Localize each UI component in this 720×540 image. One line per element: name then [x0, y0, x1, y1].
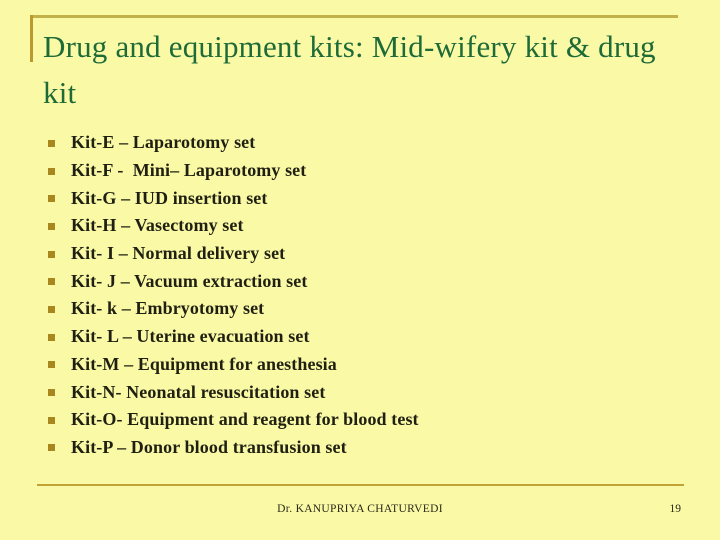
list-item [48, 406, 688, 434]
list-item-text: Kit-E – Laparotomy set [71, 132, 256, 153]
bullet-square-icon [48, 251, 55, 258]
list-item [48, 157, 688, 185]
list-item [48, 434, 688, 462]
bullet-square-icon [48, 334, 55, 341]
list-item [48, 184, 688, 212]
footer-author: Dr. KANUPRIYA CHATURVEDI [277, 503, 443, 515]
title-left-rule [30, 15, 33, 62]
bullet-list [48, 129, 688, 461]
bullet-square-icon [48, 361, 55, 368]
list-item [48, 129, 688, 157]
list-item [48, 212, 688, 240]
list-item-text: Kit- L – Uterine evacuation set [71, 326, 310, 347]
footer-page-number: 19 [669, 503, 681, 515]
bullet-square-icon [48, 389, 55, 396]
bullet-square-icon [48, 417, 55, 424]
list-item [48, 323, 688, 351]
list-item [48, 240, 688, 268]
bullet-square-icon [48, 444, 55, 451]
list-item-text: Kit-M – Equipment for anesthesia [71, 353, 337, 374]
bullet-square-icon [48, 140, 55, 147]
list-item [48, 295, 688, 323]
list-item [48, 378, 688, 406]
list-item-text: Kit-G – IUD insertion set [71, 187, 268, 208]
bullet-square-icon [48, 278, 55, 285]
list-item [48, 267, 688, 295]
list-item-text: Kit-F - Mini– Laparotomy set [71, 160, 307, 181]
list-item-text: Kit-O- Equipment and reagent for blood test [71, 409, 419, 430]
list-item-text: Kit-N- Neonatal resuscitation set [71, 381, 326, 402]
list-item-text: Kit- k – Embryotomy set [71, 298, 265, 319]
footer-rule [37, 484, 684, 486]
bullet-square-icon [48, 195, 55, 202]
bullet-square-icon [48, 223, 55, 230]
slide-title: Drug and equipment kits: Mid-wifery kit & drug kit [43, 29, 656, 110]
list-item-text: Kit-P – Donor blood transfusion set [71, 436, 347, 457]
list-item [48, 351, 688, 379]
title-top-rule [31, 15, 678, 18]
bullet-square-icon [48, 168, 55, 175]
list-item-text: Kit-H – Vasectomy set [71, 215, 244, 236]
list-item-text: Kit- I – Normal delivery set [71, 243, 286, 264]
list-item-text: Kit- J – Vacuum extraction set [71, 270, 308, 291]
bullet-square-icon [48, 306, 55, 313]
